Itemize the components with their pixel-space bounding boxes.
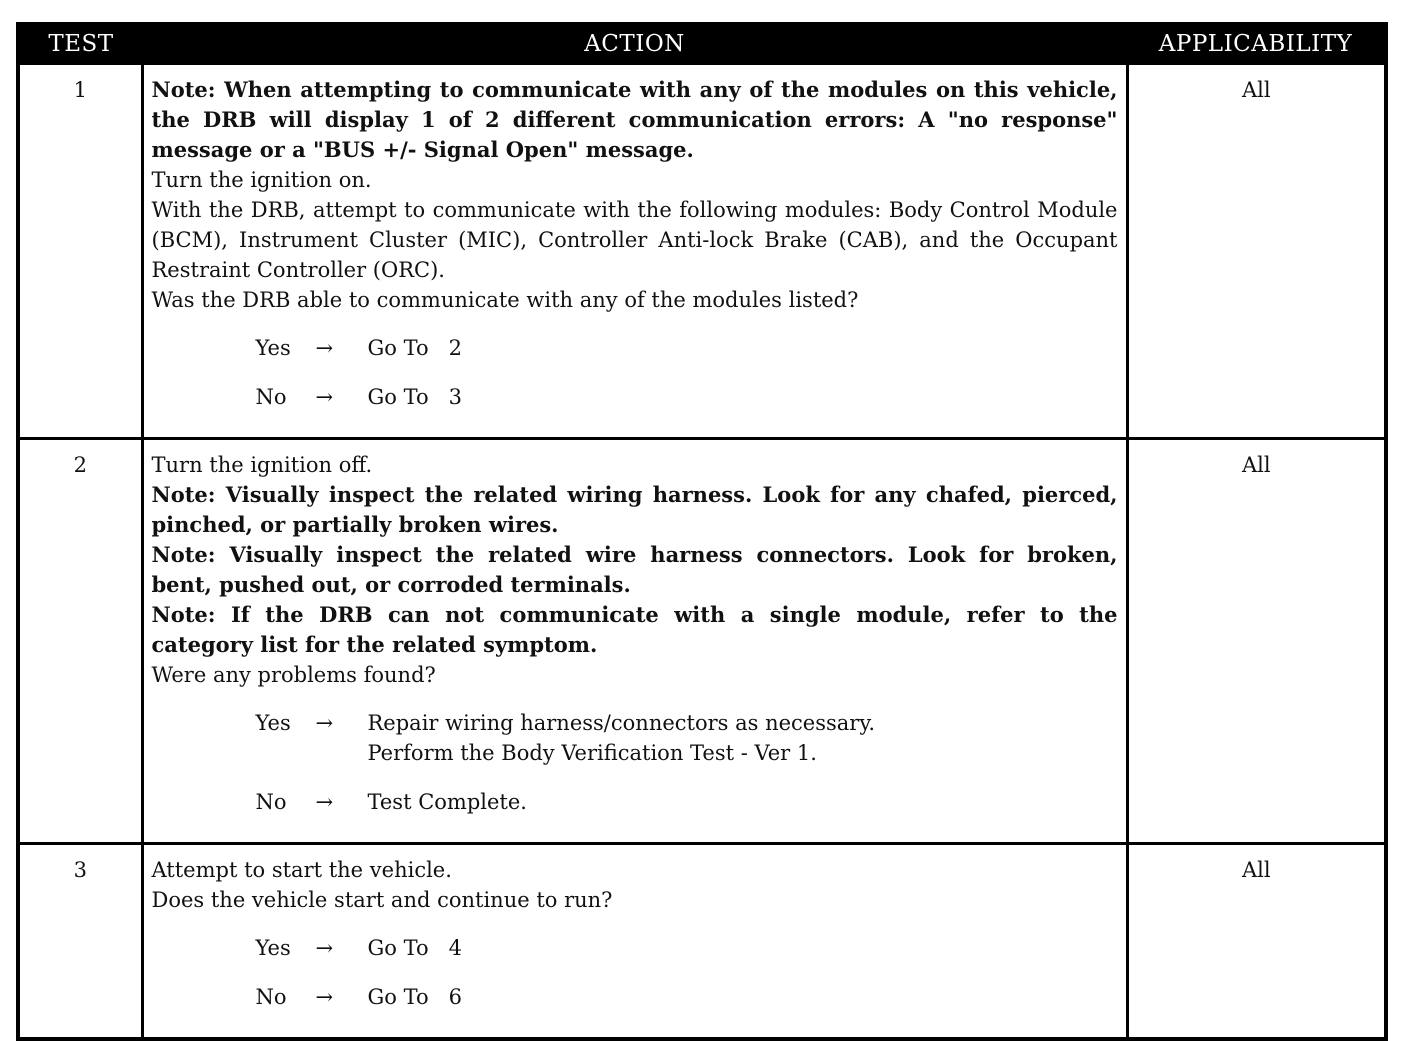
test-row-3	[18, 844, 1386, 1040]
test-row-1	[18, 64, 1386, 439]
header-test: TEST	[18, 24, 142, 64]
step-text: Was the DRB able to communicate with any of the modules listed?	[151, 288, 859, 312]
answer-yes	[152, 333, 1118, 363]
step-text: Does the vehicle start and continue to run?	[151, 888, 613, 912]
arrow-icon: →	[315, 790, 334, 814]
step-text: With the DRB, attempt to communicate with the following modules: Body Control Module (BCM), Instrument Cluster (MIC), Controller Anti-lock Brake (CAB), and the Occupant Restraint Controller (ORC).	[151, 198, 1118, 282]
arrow-icon: →	[315, 985, 334, 1009]
answer-yes	[152, 708, 1118, 768]
header-applicability: APPLICABILITY	[1127, 24, 1386, 64]
diagnostic-test-table	[16, 22, 1388, 1041]
table-header-row	[18, 24, 1386, 64]
applicability-value: All	[1127, 64, 1386, 439]
answer-list	[152, 933, 1118, 1012]
test-number: 1	[18, 64, 142, 439]
answer-no	[152, 382, 1118, 412]
test-row-2	[18, 439, 1386, 844]
answer-response: Yes	[255, 711, 291, 735]
step-text: Turn the ignition on.	[151, 168, 372, 192]
note-text: Note: When attempting to communicate with any of the modules on this vehicle, the DRB will display 1 of 2 different communication errors: A "no response" message or a "BUS +/- Signal Open" message.	[151, 77, 1118, 162]
action-cell	[142, 844, 1127, 1040]
test-number: 2	[18, 439, 142, 844]
test-number: 3	[18, 844, 142, 1040]
answer-yes	[152, 933, 1118, 963]
answer-list	[152, 333, 1118, 412]
answer-list	[152, 708, 1118, 817]
answer-result: Go To 2	[367, 336, 462, 360]
answer-response: Yes	[255, 336, 291, 360]
action-cell	[142, 439, 1127, 844]
answer-response: No	[255, 790, 287, 814]
note-text: Note: If the DRB can not communicate with a single module, refer to the category list for the related symptom.	[151, 602, 1118, 657]
step-text: Turn the ignition off.	[151, 453, 373, 477]
step-text: Attempt to start the vehicle.	[151, 858, 452, 882]
header-action: ACTION	[142, 24, 1127, 64]
note-text: Note: Visually inspect the related wiring harness. Look for any chafed, pierced, pinched, or partially broken wires.	[151, 482, 1118, 537]
applicability-value: All	[1127, 844, 1386, 1040]
applicability-value: All	[1127, 439, 1386, 844]
answer-result: Repair wiring harness/connectors as necessary. Perform the Body Verification Test - Ver 1.	[367, 711, 876, 765]
answer-result: Go To 6	[367, 985, 462, 1009]
answer-response: No	[255, 985, 287, 1009]
answer-response: No	[255, 385, 287, 409]
answer-result: Go To 3	[367, 385, 462, 409]
answer-no	[152, 982, 1118, 1012]
arrow-icon: →	[315, 385, 334, 409]
note-text: Note: Visually inspect the related wire harness connectors. Look for broken, bent, pushed out, or corroded terminals.	[151, 542, 1118, 597]
arrow-icon: →	[315, 336, 334, 360]
answer-no	[152, 787, 1118, 817]
answer-result: Go To 4	[367, 936, 462, 960]
arrow-icon: →	[315, 936, 334, 960]
step-text: Were any problems found?	[151, 663, 436, 687]
diagnostic-test-table-container	[16, 22, 1384, 1009]
arrow-icon: →	[315, 711, 334, 735]
answer-result: Test Complete.	[367, 790, 527, 814]
action-cell	[142, 64, 1127, 439]
answer-response: Yes	[255, 936, 291, 960]
